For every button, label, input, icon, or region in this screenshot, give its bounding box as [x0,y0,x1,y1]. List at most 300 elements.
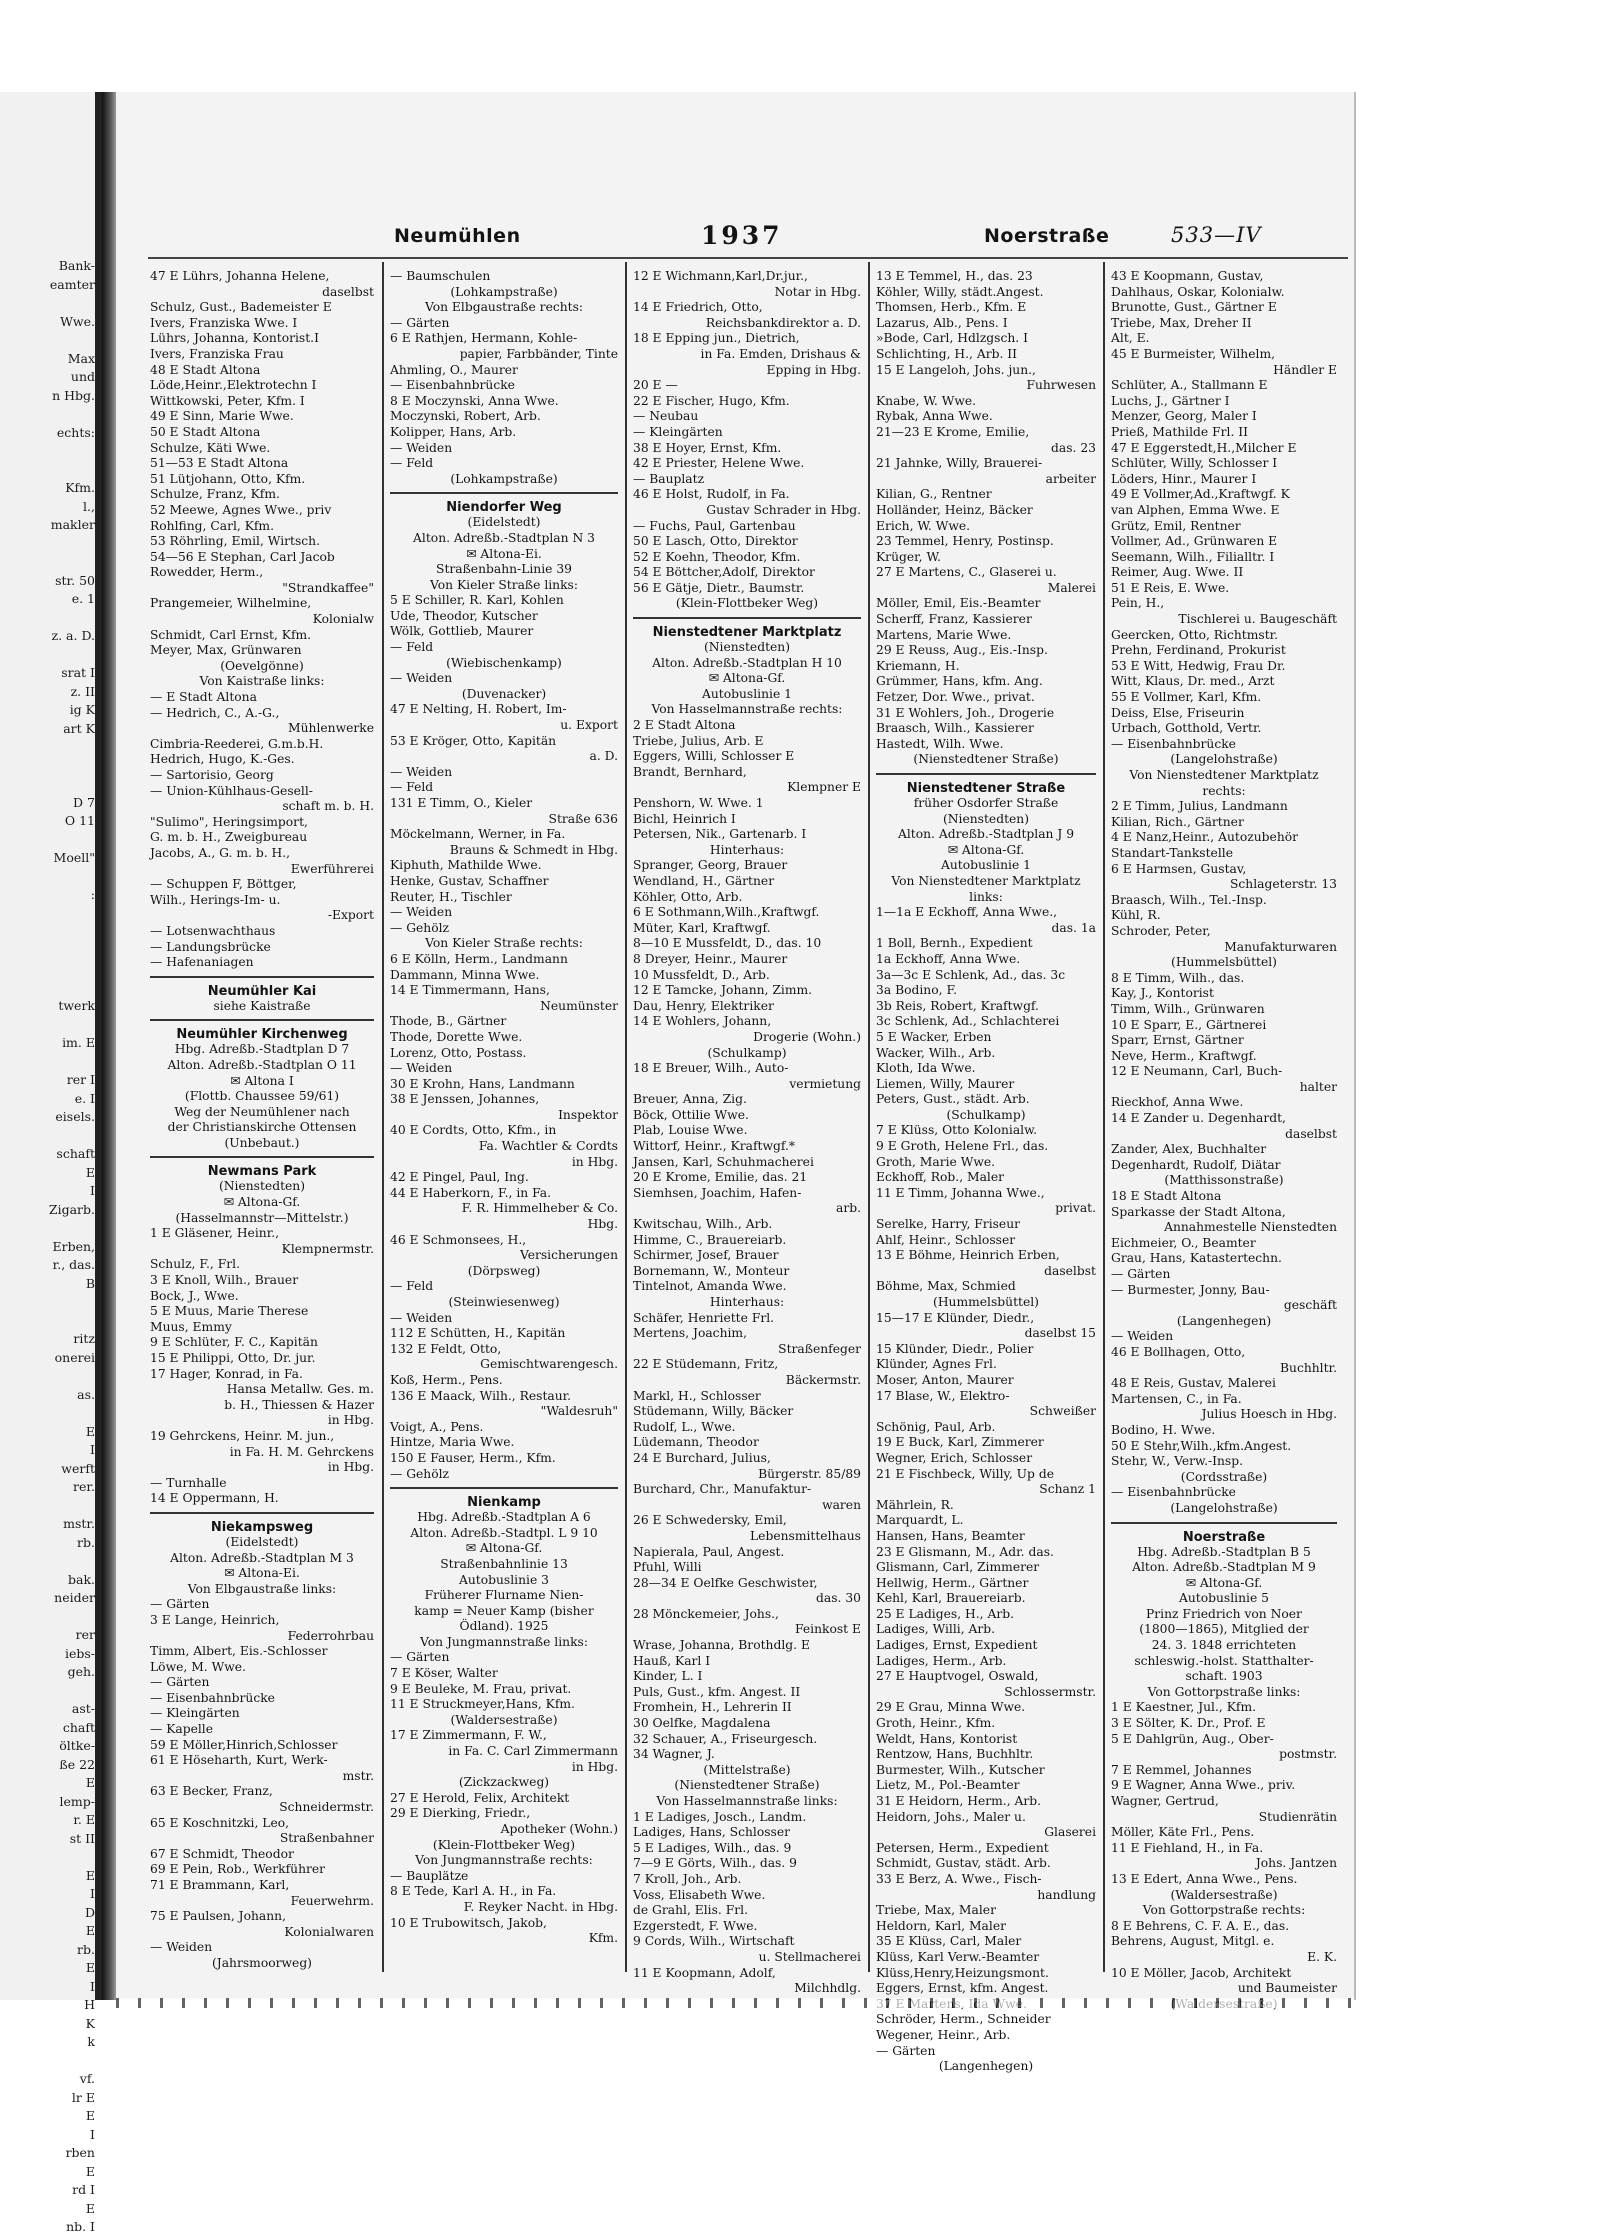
directory-entry-line: 21—23 E Krome, Emilie, [876,424,1030,439]
directory-entry-line: Fuhrwesen [1026,378,1096,393]
directory-entry-line: Schweißer [1029,1404,1096,1419]
directory-entry-line: — Gehölz [390,1466,450,1481]
directory-entry-line: Alton. Adreßb.-Stadtplan M 9 [1132,1560,1316,1575]
directory-entry-line: Kay, J., Kontorist [1111,986,1214,1001]
directory-entry-line: 15 E Philippi, Otto, Dr. jur. [150,1351,316,1365]
previous-page-line [0,738,95,757]
directory-entry-line: 48 E Reis, Gustav, Malerei [1111,1376,1276,1391]
previous-page-line: neider [54,1590,95,1605]
directory-entry-line: Von Jungmannstraße links: [419,1634,588,1649]
directory-entry-line: Hauß, Karl I [633,1653,711,1668]
previous-page-line: ast- [71,1701,95,1716]
directory-entry-line: Bodino, H. Wwe. [1111,1422,1216,1437]
previous-page-line: onerei [54,1349,95,1365]
directory-entry-line: Bock, J., Wwe. [150,1288,239,1303]
directory-entry-line: 5 E Wacker, Erben [876,1029,992,1044]
directory-entry-line: Weg der Neumühlener nach [174,1104,350,1119]
directory-entry-line: Triebe, Julius, Arb. E [633,733,764,748]
directory-entry-line: F. R. Himmelheber & Co. [461,1201,618,1216]
directory-entry-line: Rowedder, Herm., [150,565,264,580]
column-divider [382,262,384,1972]
directory-entry-line: 47 E Eggerstedt,H.,Milcher E [1111,440,1297,455]
previous-page-line [0,775,95,794]
directory-entry-line: 54 E Böttcher,Adolf, Direktor [633,565,815,580]
directory-entry-line: 71 E Brammann, Karl, [150,1878,290,1892]
directory-entry-line: 53 E Witt, Hedwig, Frau Dr. [1111,658,1286,673]
previous-page-line: I [90,1886,95,1901]
directory-entry-line: — Gärten [390,1650,450,1665]
directory-entry-line: — Turnhalle [150,1475,227,1490]
directory-entry-line: waren [822,1497,861,1512]
previous-page-line: Zigarb. [48,1201,95,1217]
directory-entry-line: ✉ Altona-Gf. [1185,1575,1263,1590]
directory-entry-line: 8 Dreyer, Heinr., Maurer [633,951,788,966]
directory-entry-line: Von Kieler Straße links: [429,577,579,592]
directory-entry-line: (Lohkampstraße) [450,284,558,299]
directory-entry-line: Wölk, Gottlieb, Maurer [390,624,534,639]
directory-entry-line: 49 E Vollmer,Ad.,Kraftwgf. K [1111,487,1290,502]
directory-entry-line: Burchard, Chr., Manufaktur- [633,1482,812,1497]
directory-entry-line: 10 Mussfeldt, D., Arb. [633,967,770,982]
directory-entry-line: 21 Jahnke, Willy, Brauerei- [876,456,1043,471]
directory-entry-line: (Schulkamp) [707,1045,787,1060]
directory-entry-line: (Matthissonstraße) [1164,1173,1284,1188]
directory-entry-line: Köhler, Otto, Arb. [633,889,743,904]
directory-entry-line: Wittkowski, Peter, Kfm. I [150,393,305,408]
directory-entry-line: 51 E Reis, E. Wwe. [1111,580,1230,595]
directory-page [116,92,1356,2074]
directory-entry-line: 18 E Stadt Altona [1111,1189,1222,1204]
directory-entry-line: (Dörpsweg) [467,1263,541,1278]
directory-entry-line: 8 E Tede, Karl A. H., in Fa. [390,1884,557,1899]
directory-entry-line: Von Kieler Straße rechts: [425,936,583,951]
directory-entry-line: Autobuslinie 5 [1179,1591,1269,1606]
directory-entry-line: Hbg. Adreßb.-Stadtplan D 7 [174,1042,350,1057]
directory-entry-line: Früherer Flurname Nien- [424,1588,584,1603]
directory-entry-line: — Gärten [876,2043,936,2058]
directory-entry-line: Knabe, W. Wwe. [876,393,977,408]
directory-entry-line: 11 E Timm, Johanna Wwe., [876,1185,1045,1200]
street-heading: Neumühler Kirchenweg [176,1027,348,1043]
directory-column-1 [150,269,374,1972]
previous-page-line: : [90,887,95,902]
previous-page-line [0,1016,95,1035]
directory-entry-line: Buchhltr. [1280,1360,1337,1375]
directory-entry-line: 69 E Pein, Rob., Werkführer [150,1862,326,1877]
previous-page-line: E [85,1423,95,1439]
directory-entry-line: Gustav Schrader in Hbg. [706,502,861,517]
previous-page-line [0,1608,95,1627]
previous-page-line [0,1367,95,1386]
street-heading: Niendorfer Weg [446,500,562,516]
directory-entry-line: 3 E Knoll, Wilh., Brauer [150,1273,299,1288]
directory-entry-line: 26 E Schwedersky, Emil, [633,1513,787,1528]
directory-entry-line: (Cordsstraße) [1180,1469,1268,1484]
previous-page-line [0,979,95,998]
directory-entry-line: Schulz, F., Frl. [150,1257,240,1272]
directory-entry-line: Manufakturwaren [1224,939,1337,954]
previous-page-line [0,1127,95,1146]
directory-entry-line: 13 E Böhme, Heinrich Erben, [876,1248,1060,1263]
directory-entry-line: 44 E Haberkorn, F., in Fa. [390,1185,552,1200]
directory-entry-line: Bäckermstr. [785,1372,861,1387]
directory-entry-line: 1 E Ladiges, Josch., Landm. [633,1809,807,1824]
directory-entry-line: 22 E Fischer, Hugo, Kfm. [633,393,790,408]
directory-entry-line: 12 E Neumann, Carl, Buch- [1111,1064,1283,1079]
directory-entry-line: Heidorn, Johs., Maler u. [876,1809,1026,1824]
directory-entry-line: Feuerwehrm. [290,1893,374,1908]
directory-entry-line: Drogerie (Wohn.) [753,1029,861,1044]
directory-entry-line: Autobuslinie 1 [702,686,792,701]
directory-entry-line: Jacobs, A., G. m. b. H., [150,845,291,860]
directory-entry-line: ✉ Altona-Gf. [465,1541,543,1556]
directory-entry-line: Von Kaistraße links: [199,674,325,689]
directory-entry-line: rechts: [1202,783,1246,798]
directory-entry-line: ✉ Altona-Gf. [708,671,786,686]
directory-entry-line: 13 E Edert, Anna Wwe., Pens. [1111,1871,1298,1886]
directory-entry-line: »Bode, Carl, Hdlzgsch. I [876,331,1028,346]
column-divider [1103,262,1105,1972]
directory-entry-line: Malerei [1047,580,1096,595]
directory-entry-line: Fromhein, H., Lehrerin II [633,1700,792,1715]
directory-entry-line: 19 Gehrckens, Heinr. M. jun., [150,1428,335,1443]
directory-entry-line: Braasch, Wilh., Tel.-Insp. [1111,892,1267,907]
directory-entry-line: Eggers, Ernst, kfm. Angest. [876,1981,1049,1996]
directory-entry-line: Menzer, Georg, Maler I [1111,409,1257,424]
directory-entry-line: 63 E Becker, Franz, [150,1784,273,1799]
directory-entry-line: 42 E Pingel, Paul, Ing. [390,1170,529,1185]
directory-entry-line: F. Reyker Nacht. in Hbg. [463,1899,618,1914]
directory-entry-line: Von Hasselmannstraße rechts: [651,702,843,717]
directory-entry-line: Alton. Adreßb.-Stadtplan O 11 [167,1057,357,1072]
directory-entry-line: 61 E Höseharth, Kurt, Werk- [150,1753,328,1768]
directory-entry-line: 132 E Feldt, Otto, [390,1341,502,1356]
previous-page-line: ße 22 [59,1756,95,1772]
directory-entry-line: b. H., Thiessen & Hazer [224,1397,374,1412]
directory-entry-line: 47 E Nelting, H. Robert, Im- [390,702,567,717]
directory-entry-line: 8 E Behrens, C. F. A. E., das. [1111,1918,1290,1933]
directory-entry-line: 11 E Fiehland, H., in Fa. [1111,1840,1264,1855]
directory-entry-line: Himme, C., Brauereiarb. [633,1232,787,1247]
directory-entry-line: Breuer, Anna, Zig. [633,1092,747,1107]
directory-entry-line: Alt, E. [1111,331,1150,346]
directory-entry-line: Ahlf, Heinr., Schlosser [876,1232,1016,1247]
directory-entry-line: Straßenbahn-Linie 39 [436,562,572,577]
directory-entry-line: Tintelnot, Amanda Wwe. [633,1279,787,1294]
previous-page-line: chaft [62,1719,95,1735]
directory-entry-line: 5 E Muus, Marie Therese [150,1304,309,1319]
directory-entry-line: 9 E Schlüter, F. C., Kapitän [150,1335,318,1350]
directory-entry-line: (Oevelgönne) [220,658,304,673]
directory-entry-line: Möller, Käte Frl., Pens. [1111,1825,1255,1840]
directory-column-5 [1111,269,1337,2012]
directory-entry-line: Neve, Herm., Kraftwgf. [1111,1048,1257,1063]
directory-entry-line: -Export [327,908,374,923]
directory-entry-line: ✉ Altona-Ei. [466,546,542,561]
directory-entry-line: Schmidt, Gustav, städt. Arb. [876,1856,1051,1871]
directory-entry-line: — Bauplätze [390,1868,469,1883]
directory-entry-line: (Flottb. Chaussee 59/61) [184,1089,340,1104]
previous-page-line: echts: [56,424,95,440]
directory-entry-line: Fetzer, Dor. Wwe., privat. [876,690,1035,705]
directory-entry-line: 3c Schlenk, Ad., Schlachterei [876,1014,1060,1029]
directory-entry-line: 17 E Zimmermann, F. W., [390,1728,547,1743]
previous-page-line: E [85,1164,95,1180]
directory-entry-line: Meyer, Max, Grünwaren [150,643,302,658]
directory-entry-line: Julius Hoesch in Hbg. [1201,1407,1337,1422]
directory-entry-line: Bornemann, W., Monteur [633,1263,790,1278]
directory-entry-line: — Union-Kühlhaus-Gesell- [150,783,313,798]
directory-entry-line: Federrohrbau [287,1628,374,1643]
previous-page-line: k [87,2034,95,2049]
directory-entry-line: Ezgerstedt, F. Wwe. [633,1918,758,1933]
directory-entry-line: — Burmester, Jonny, Bau- [1111,1282,1270,1297]
previous-page-line: werft [61,1460,95,1476]
directory-entry-line: Von Nienstedtener Marktplatz [1129,768,1319,782]
directory-entry-line: "Waldesruh" [540,1404,618,1419]
previous-page-line: e. I [74,1090,95,1106]
directory-entry-line: 30 Oelfke, Magdalena [633,1716,771,1731]
directory-entry-line: 25 E Ladiges, H., Arb. [876,1606,1015,1621]
directory-entry-line: (Eidelstedt) [467,515,541,530]
directory-entry-line: 65 E Koschnitzki, Leo, [150,1815,290,1830]
previous-page-line [0,1053,95,1072]
directory-entry-line: 14 E Wohlers, Johann, [633,1014,772,1029]
previous-page-line: twerk [58,998,95,1013]
directory-entry-line: Wrase, Johanna, Brothdlg. E [633,1638,810,1653]
directory-entry-line: Kolonialwaren [284,1924,374,1939]
directory-entry-line: Wegener, Heinr., Arb. [876,2027,1011,2042]
running-head-year: 1937 [701,221,783,250]
directory-entry-line: 6 E Harmsen, Gustav, [1111,861,1247,876]
directory-entry-line: Hellwig, Herm., Gärtner [876,1575,1029,1590]
page-bottom-edge [116,1998,1354,2008]
directory-entry-line: 56 E Gätje, Dietr., Baumstr. [633,580,805,595]
directory-entry-line: Schneidermstr. [279,1800,374,1815]
directory-entry-line: Degenhardt, Rudolf, Diätar [1111,1157,1281,1172]
previous-page-line [0,960,95,979]
directory-entry-line: — Weiden [390,671,453,686]
directory-entry-line: Spranger, Georg, Brauer [633,858,788,873]
previous-page-line [0,609,95,628]
directory-entry-line: — Eisenbahnbrücke [1111,736,1236,751]
directory-entry-line: 47 E Lührs, Johanna Helene, [150,269,330,283]
directory-entry-line: Ladiges, Willi, Arb. [876,1622,996,1637]
directory-entry-line: 150 E Fauser, Herm., Kfm. [390,1450,556,1465]
previous-page-line: Bank- [58,258,95,273]
directory-entry-line: Martensen, C., in Fa. [1111,1391,1242,1406]
directory-entry-line: Markl, H., Schlosser [633,1388,761,1403]
directory-entry-line: a. D. [589,749,618,764]
directory-entry-line: Kfm. [588,1931,618,1946]
previous-page-line: schaft [56,1146,95,1161]
directory-entry-line: — Weiden [390,1061,453,1076]
directory-entry-line: Löde,Heinr.,Elektrotechn I [150,378,317,393]
directory-entry-line: 10 E Möller, Jacob, Architekt [1111,1965,1292,1980]
directory-entry-line: — Gärten [150,1675,210,1690]
directory-entry-line: Von Jungmannstraße rechts: [415,1853,593,1868]
directory-entry-line: (Hasselmannstr—Mittelstr.) [175,1210,349,1225]
previous-page-line: ig K [69,702,95,717]
directory-entry-line: Klünder, Agnes Frl. [876,1357,997,1372]
directory-entry-line: (Wiebischenkamp) [446,655,562,670]
directory-entry-line: 7 E Köser, Walter [390,1666,498,1681]
directory-entry-line: Voss, Elisabeth Wwe. [633,1887,766,1902]
directory-entry-line: Eichmeier, O., Beamter [1111,1235,1256,1250]
directory-entry-line: 11 E Koopmann, Adolf, [633,1965,776,1980]
directory-entry-line: (Schulkamp) [946,1107,1026,1122]
directory-entry-line: 5 E Ladiges, Wilh., das. 9 [633,1840,792,1855]
directory-entry-line: 1a Eckhoff, Anna Wwe. [876,951,1021,966]
directory-entry-line: Kilian, Rich., Gärtner [1111,814,1244,829]
directory-entry-line: Kolonialw [312,612,374,627]
directory-entry-line: Alton. Adreßb.-Stadtplan M 3 [170,1550,354,1565]
directory-entry-line: Straßenbahnlinie 13 [440,1556,568,1571]
directory-entry-line: 14 E Zander u. Degenhardt, [1111,1111,1286,1126]
directory-entry-line: (Klein-Flottbeker Weg) [675,596,819,611]
previous-page-line [0,1682,95,1701]
directory-entry-line: Dahlhaus, Oskar, Kolonialw. [1111,284,1285,299]
directory-entry-line: Ude, Theodor, Kutscher [390,608,538,623]
previous-page-line: K [85,2015,95,2031]
directory-entry-line: 112 E Schütten, H., Kapitän [390,1326,566,1341]
directory-entry-line: (Nienstedten) [218,1179,306,1194]
directory-entry-line: (Duvenacker) [461,686,547,701]
previous-page-line: E [85,2108,95,2123]
directory-entry-line: E. K. [1307,1949,1337,1964]
directory-entry-line: Alton. Adreßb.-Stadtpl. L 9 10 [410,1525,598,1540]
directory-entry-line: links: [969,889,1003,904]
directory-entry-line: schaft. 1903 [1185,1669,1263,1684]
section-rule [876,773,1096,775]
directory-entry-line: Rohlfing, Carl, Kfm. [150,518,275,533]
directory-entry-line: 28—34 E Oelfke Geschwister, [633,1575,818,1590]
directory-entry-line: Mertens, Joachim, [633,1326,747,1341]
directory-entry-line: 3a—3c E Schlenk, Ad., das. 3c [876,967,1066,982]
street-heading: Neumühler Kai [207,983,317,999]
street-heading: Nienstedtener Straße [906,781,1066,796]
directory-entry-line: Rybak, Anna Wwe. [876,409,993,424]
directory-entry-line: 9 E Beuleke, M. Frau, privat. [390,1681,572,1696]
directory-entry-line: Hbg. Adreßb.-Stadtplan A 6 [417,1510,591,1525]
directory-entry-line: Epping in Hbg. [766,362,861,377]
directory-entry-line: (Lohkampstraße) [450,471,558,486]
section-rule [150,976,374,978]
previous-page-line: E [85,1923,95,1938]
directory-entry-line: — Gärten [150,1597,210,1612]
directory-entry-line: 18 E Epping jun., Dietrich, [633,331,800,346]
directory-entry-line: Siemhsen, Joachim, Hafen- [633,1185,802,1200]
directory-entry-line: 53 Röhrling, Emil, Wirtsch. [150,534,321,549]
directory-entry-line: 50 E Stehr,Wilh.,kfm.Angest. [1111,1438,1292,1453]
previous-page-line [0,553,95,572]
directory-entry-line: 46 E Schmonsees, H., [390,1232,527,1247]
directory-entry-line: Brunotte, Gust., Gärtner E [1111,300,1277,315]
directory-entry-line: Reichsbankdirektor a. D. [705,315,861,330]
directory-entry-line: 2 E Timm, Julius, Landmann [1111,799,1288,814]
directory-entry-line: 52 E Koehn, Theodor, Kfm. [633,549,801,564]
previous-page-line [0,461,95,480]
directory-entry-line: 7 E Klüss, Otto Kolonialw. [876,1123,1038,1138]
directory-entry-line: — Gärten [390,315,450,330]
directory-entry-line: Stüdemann, Willy, Bäcker [633,1404,794,1419]
directory-entry-line: Möckelmann, Werner, in Fa. [390,827,566,842]
section-rule [390,1487,618,1489]
directory-entry-line: Thode, B., Gärtner [390,1014,507,1029]
running-head [116,221,1354,255]
directory-entry-line: — Feld [390,456,434,471]
directory-entry-line: 17 Blase, W., Elektro- [876,1388,1010,1403]
page-edge [95,92,102,2000]
directory-column-2 [390,269,618,1947]
street-heading: Nienkamp [467,1495,541,1511]
directory-entry-line: — Weiden [150,1940,213,1955]
directory-entry-line: — Feld [390,1279,434,1294]
directory-entry-line: Ivers, Franziska Frau [150,346,284,361]
directory-entry-line: 42 E Priester, Helene Wwe. [633,456,805,471]
previous-page-line: z. a. D. [51,628,95,643]
directory-entry-line: und Baumeister [1237,1981,1337,1996]
directory-entry-line: Von Elbgaustraße links: [187,1581,337,1596]
directory-entry-line: 10 E Trubowitsch, Jakob, [390,1915,547,1930]
directory-entry-line: Jansen, Karl, Schuhmacherei [633,1154,814,1169]
directory-entry-line: Puls, Gust., kfm. Angest. II [633,1684,801,1699]
directory-entry-line: Standart-Tankstelle [1111,845,1233,860]
directory-entry-line: Rudolf, L., Wwe. [633,1419,736,1434]
directory-entry-line: Muus, Emmy [150,1319,232,1334]
directory-entry-line: — Sartorisio, Georg [150,768,274,782]
directory-entry-line: — Eisenbahnbrücke [390,378,515,393]
directory-entry-line: 3b Reis, Robert, Kraftwgf. [876,998,1039,1013]
previous-page-line [0,1404,95,1423]
directory-entry-line: 53 E Kröger, Otto, Kapitän [390,733,557,748]
directory-entry-line: Müter, Karl, Kraftwgf. [633,920,771,935]
directory-entry-line: ✉ Altona-Ei. [224,1566,300,1581]
directory-entry-line: Krüger, W. [876,549,941,564]
directory-entry-line: Ladiges, Ernst, Expedient [876,1638,1038,1653]
directory-entry-line: 11 E Struckmeyer,Hans, Kfm. [390,1697,575,1712]
previous-page-line [0,1293,95,1312]
directory-entry-line: Martens, Marie Wwe. [876,627,1012,642]
directory-entry-line: Wittorf, Heinr., Kraftwgf.* [633,1139,796,1154]
directory-entry-line: Prangemeier, Wilhelmine, [150,596,312,611]
directory-entry-line: Voigt, A., Pens. [390,1419,484,1434]
directory-entry-line: Böhme, Max, Schmied [876,1279,1016,1294]
directory-entry-line: 43 E Koopmann, Gustav, [1111,269,1264,283]
directory-entry-line: Alton. Adreßb.-Stadtplan H 10 [652,655,842,670]
directory-entry-line: Schönig, Paul, Arb. [876,1419,996,1434]
directory-entry-line: daselbst [1044,1263,1096,1278]
directory-entry-line: — Gehölz [390,920,450,935]
directory-entry-line: daselbst [322,284,374,299]
directory-entry-line: — Weiden [390,905,453,920]
previous-page-line: im. E [62,1035,95,1050]
directory-entry-line: schleswig.-holst. Statthalter- [1134,1653,1314,1668]
directory-entry-line: Luchs, J., Gärtner I [1111,393,1230,408]
previous-page-line: art K [63,720,95,736]
directory-entry-line: 27 E Martens, C., Glaserei u. [876,565,1057,580]
directory-entry-line: Schlüter, Willy, Schlosser I [1111,456,1278,471]
directory-entry-line: 136 E Maack, Wilh., Restaur. [390,1388,572,1403]
directory-entry-line: u. Export [560,718,618,733]
directory-entry-line: 29 E Grau, Minna Wwe. [876,1700,1026,1715]
section-rule [150,1156,374,1158]
directory-entry-line: 6 E Sothmann,Wilh.,Kraftwgf. [633,905,820,920]
directory-entry-line: 35 E Klüss, Carl, Maler [876,1934,1022,1949]
directory-entry-line: 7 E Remmel, Johannes [1111,1762,1252,1777]
directory-entry-line: daselbst 15 [1024,1326,1096,1341]
directory-entry-line: van Alphen, Emma Wwe. E [1111,502,1280,517]
